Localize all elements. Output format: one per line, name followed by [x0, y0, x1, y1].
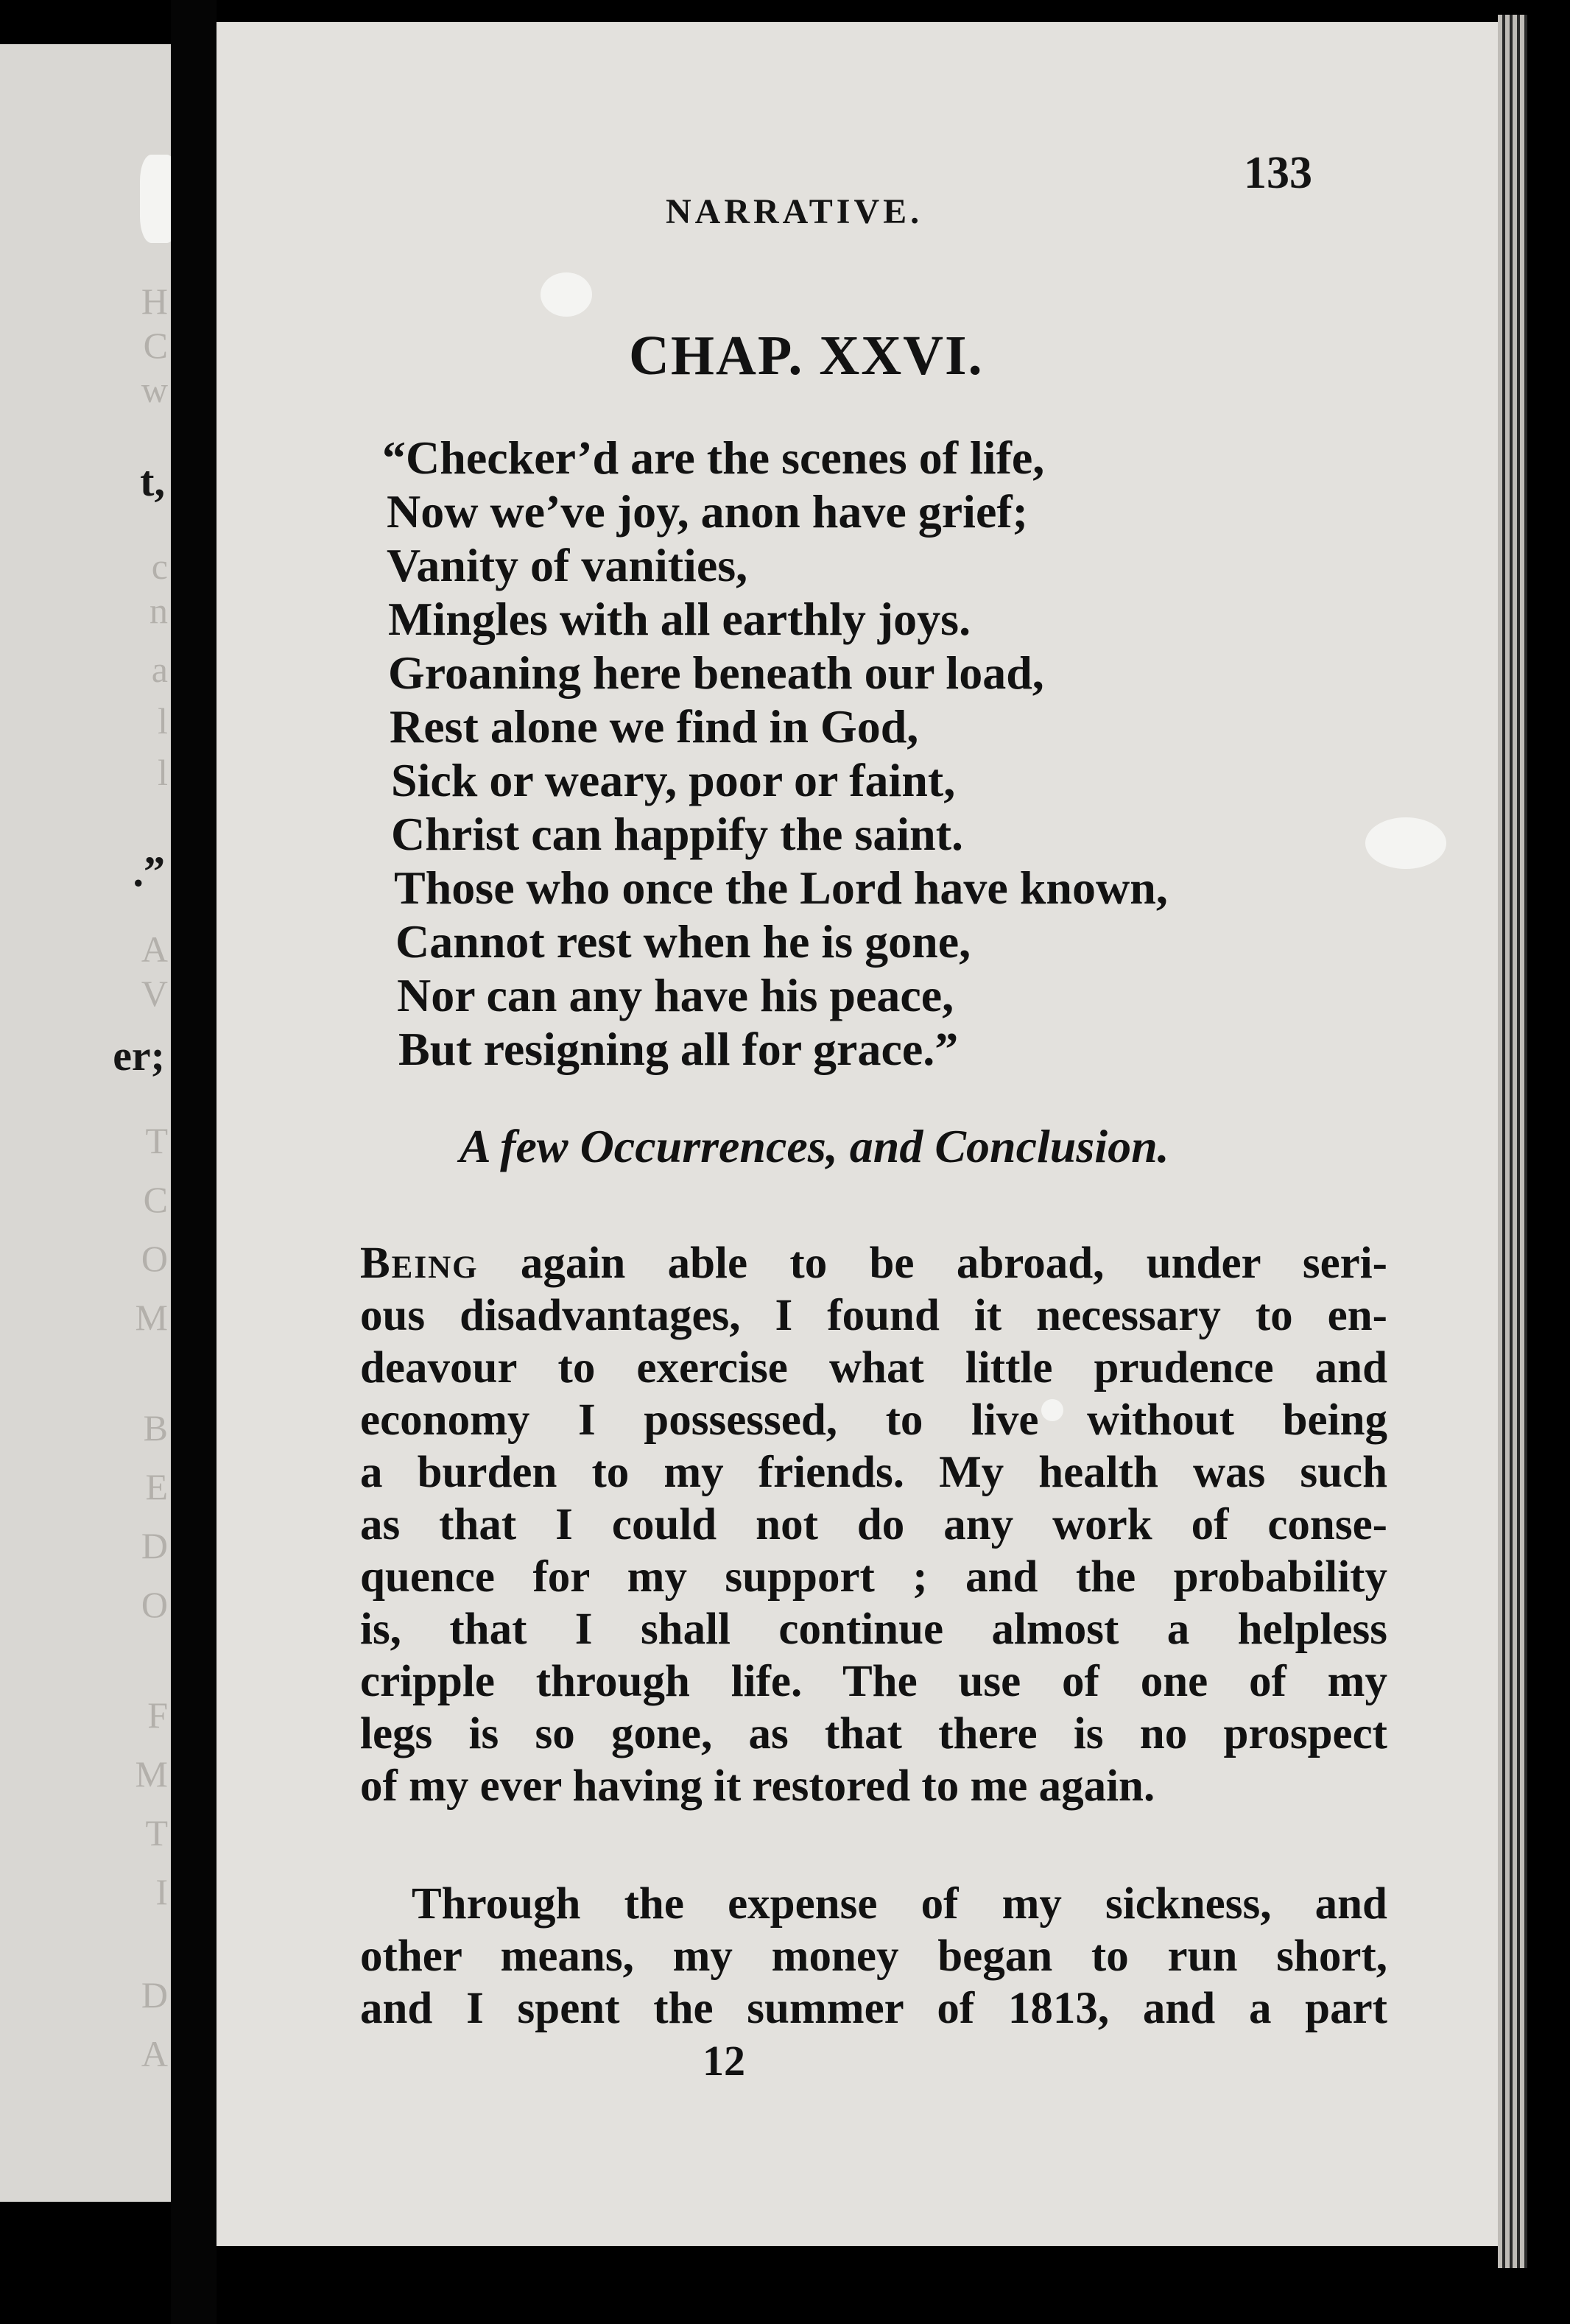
book-page — [217, 22, 1498, 2246]
left-ghost-line: n — [149, 590, 168, 631]
poem-line: Vanity of vanities, — [387, 539, 748, 591]
left-fragment: .” — [133, 848, 165, 895]
poem-line: Nor can any have his peace, — [397, 969, 954, 1021]
paper-speck — [1365, 817, 1446, 869]
page-number: 133 — [1244, 148, 1312, 198]
paragraph-line: economy I possessed, to live without being — [360, 1395, 1387, 1445]
poem-line: Sick or weary, poor or faint, — [391, 754, 956, 806]
left-ghost-line: T — [145, 1812, 168, 1853]
poem-line: Cannot rest when he is gone, — [395, 915, 971, 968]
left-ghost-line: A — [141, 2033, 168, 2074]
left-ghost-line: V — [141, 973, 168, 1014]
poem-line: Now we’ve joy, anon have grief; — [387, 485, 1028, 538]
paragraph-line: quence for my support ; and the probability — [360, 1552, 1387, 1602]
paragraph-line: other means, my money began to run short, — [360, 1932, 1387, 1981]
paragraph-line-text: again able to be abroad, under seri- — [478, 1239, 1387, 1288]
paragraph-line: as that I could not do any work of conse- — [360, 1500, 1387, 1549]
left-ghost-line: C — [143, 325, 168, 366]
drop-word: Being — [360, 1239, 479, 1288]
left-ghost-line: F — [147, 1694, 168, 1736]
paragraph-line: legs is so gone, as that there is no prospect — [360, 1709, 1387, 1758]
paragraph-line: Through the expense of my sickness, and — [412, 1879, 1387, 1929]
paragraph — [360, 1878, 1387, 2035]
paragraph-line: a burden to my friends. My health was such — [360, 1448, 1387, 1497]
poem-line: Those who once the Lord have known, — [394, 862, 1168, 914]
left-ghost-line: E — [145, 1466, 168, 1507]
left-ghost-line: a — [151, 649, 168, 690]
paragraph-line: and I spent the summer of 1813, and a part — [360, 1984, 1387, 2033]
left-ghost-line: B — [143, 1407, 168, 1448]
left-ghost-line: M — [135, 1297, 168, 1338]
left-facing-page — [0, 44, 171, 2202]
left-fragment: t, — [140, 457, 165, 505]
paragraph-line — [360, 1237, 1387, 1289]
left-ghost-line: T — [145, 1120, 168, 1161]
page-edges — [1498, 15, 1527, 2268]
paragraph-line: cripple through life. The use of one of my — [360, 1657, 1387, 1706]
poem-line: Mingles with all earthly joys. — [388, 593, 971, 645]
left-ghost-line: c — [151, 546, 168, 587]
paragraph — [360, 1237, 1387, 1812]
poem-line: Rest alone we find in God, — [390, 700, 919, 753]
left-ghost-line: l — [158, 700, 168, 742]
left-ghost-line: O — [141, 1584, 168, 1625]
book-gutter — [171, 0, 217, 2324]
section-title: A few Occurrences, and Conclusion. — [460, 1120, 1169, 1172]
left-ghost-line: D — [141, 1525, 168, 1566]
signature-mark: 12 — [703, 2037, 745, 2085]
left-ghost-line: D — [141, 1974, 168, 2015]
paragraph-line: ous disadvantages, I found it necessary to en- — [360, 1291, 1387, 1340]
left-ghost-line: I — [155, 1871, 168, 1912]
paper-damage — [140, 155, 171, 243]
poem-epigraph — [382, 431, 1340, 1076]
paper-speck — [541, 272, 592, 317]
chapter-title: CHAP. XXVI. — [629, 325, 984, 387]
left-ghost-line: A — [141, 929, 168, 970]
poem-line: But resigning all for grace.” — [398, 1023, 959, 1075]
paragraph-line: deavour to exercise what little prudence and — [360, 1343, 1387, 1392]
paragraph-line: of my ever having it restored to me again. — [360, 1761, 1155, 1811]
paragraph-line: is, that I shall continue almost a helpless — [360, 1605, 1387, 1654]
poem-line: Christ can happify the saint. — [391, 808, 963, 860]
poem-line: “Checker’d are the scenes of life, — [382, 432, 1045, 484]
poem-line: Groaning here beneath our load, — [388, 647, 1044, 699]
left-ghost-line: w — [141, 369, 168, 410]
left-ghost-line: O — [141, 1238, 168, 1279]
left-ghost-line: M — [135, 1753, 168, 1795]
left-fragment: er; — [113, 1032, 165, 1080]
left-ghost-line: l — [158, 752, 168, 793]
left-ghost-line: H — [141, 281, 168, 322]
left-ghost-line: C — [143, 1179, 168, 1220]
running-head: NARRATIVE. — [666, 192, 923, 231]
